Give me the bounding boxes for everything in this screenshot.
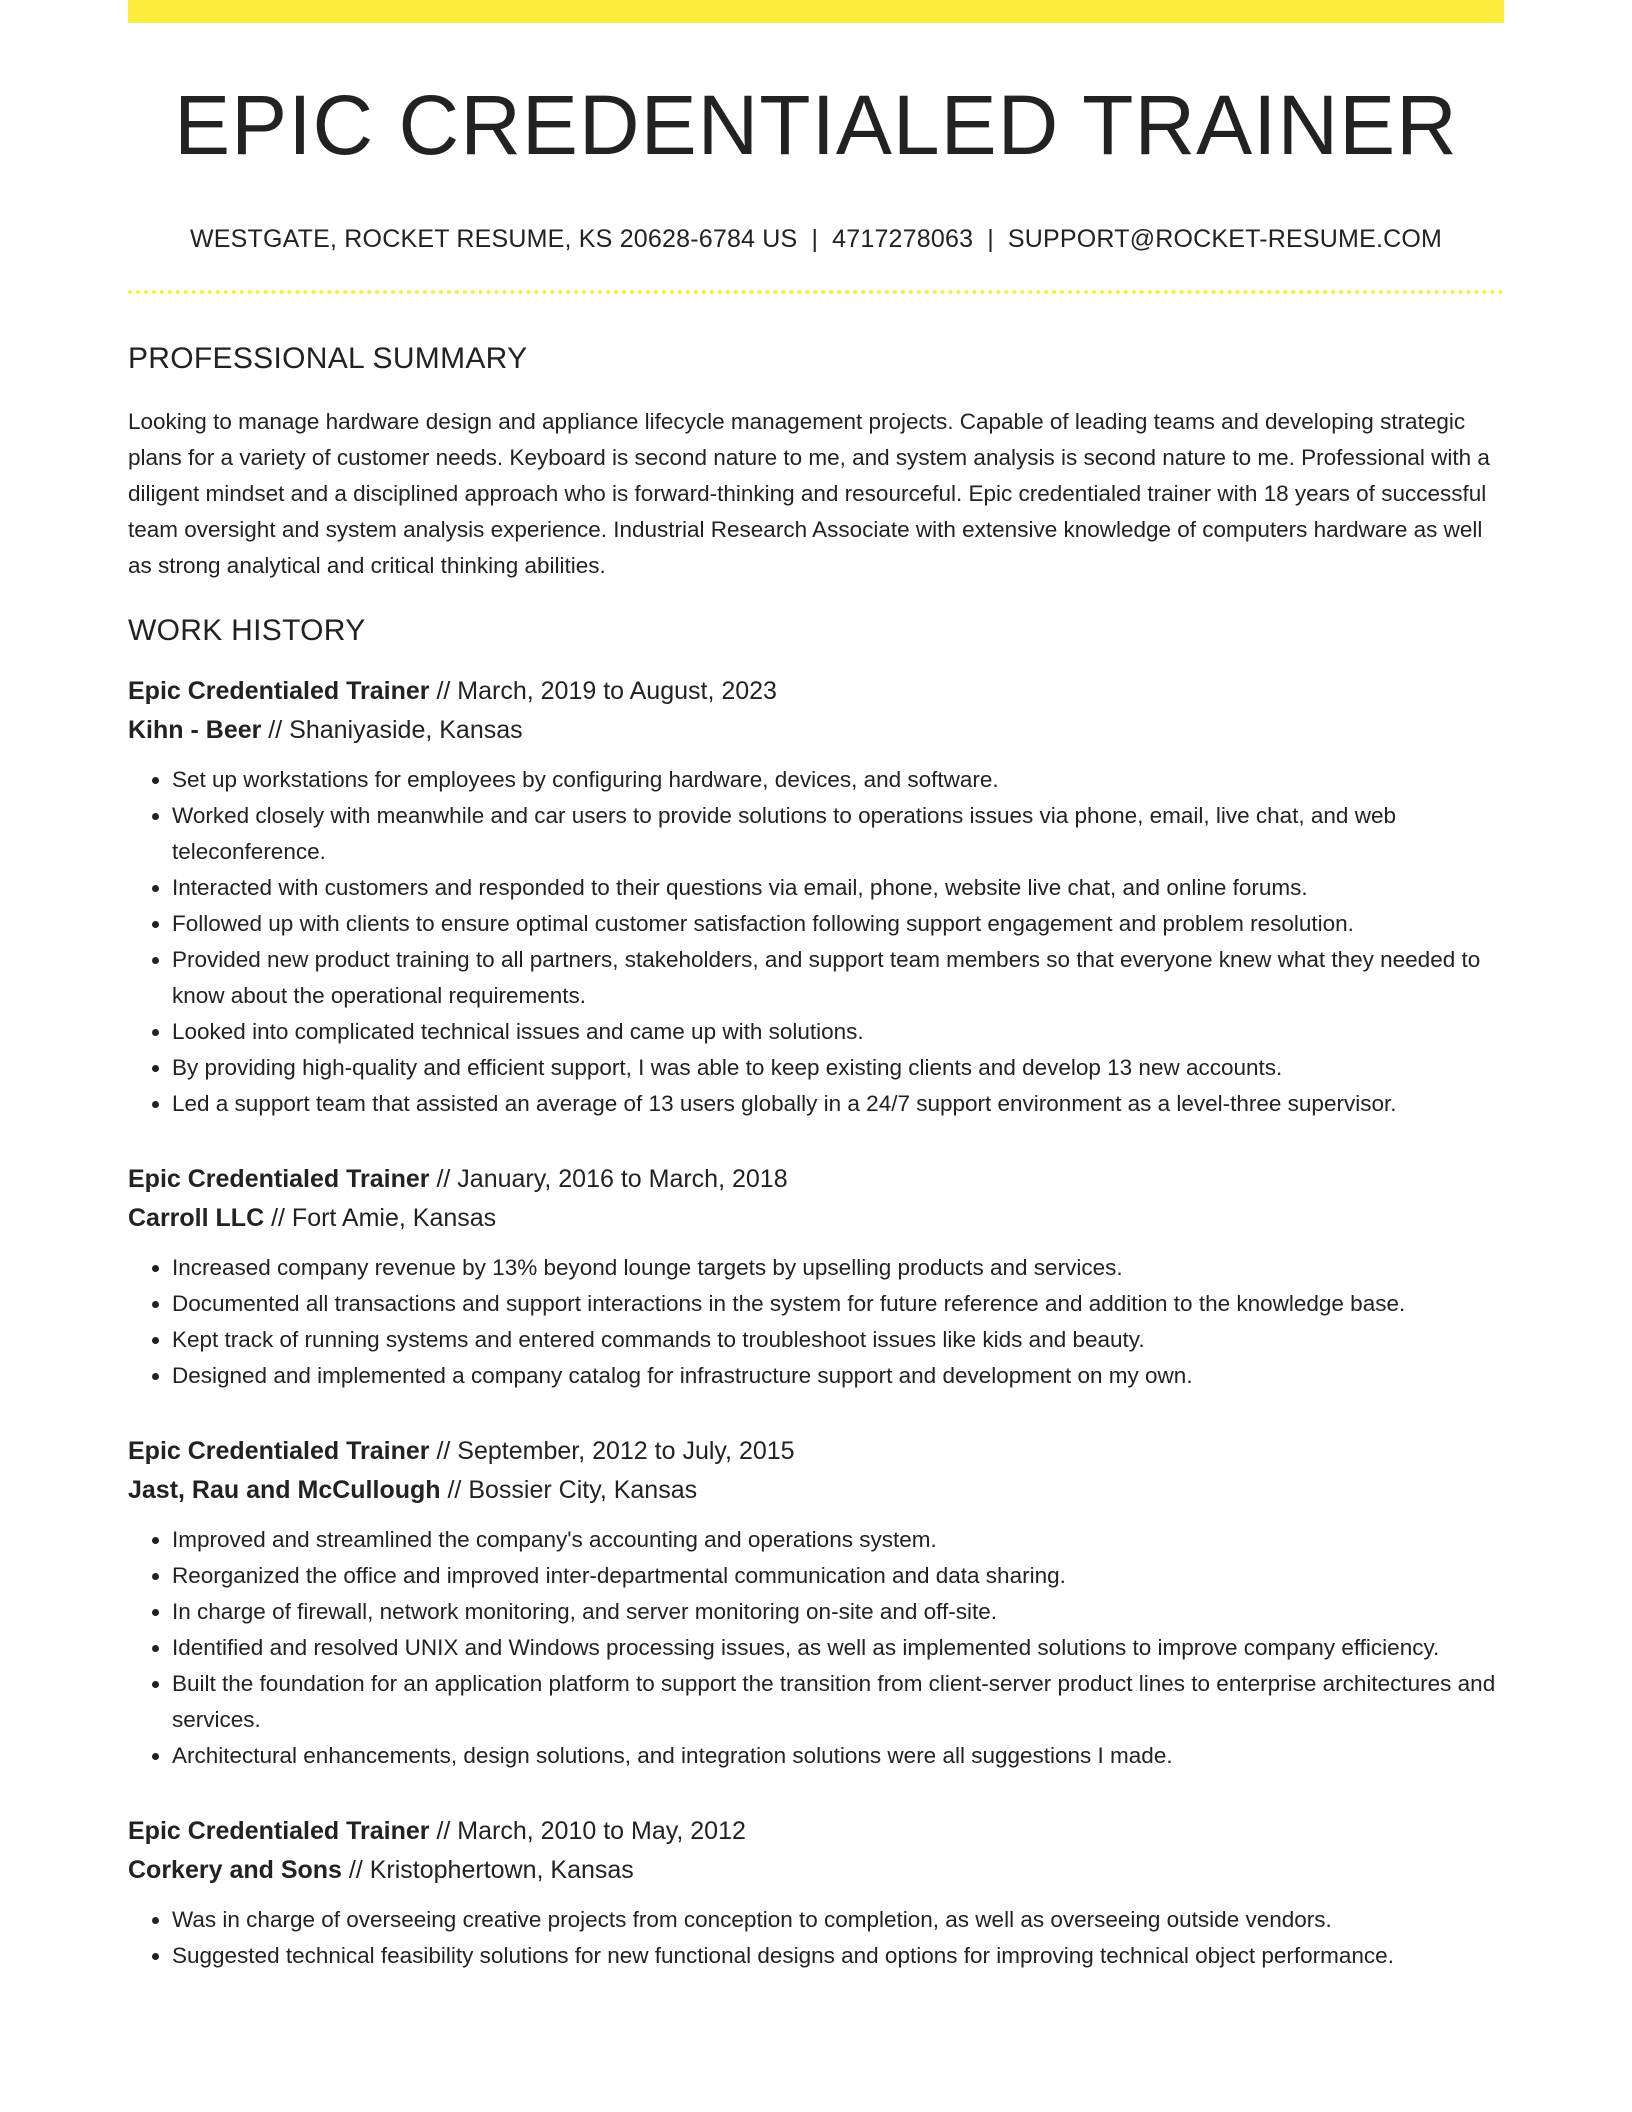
job-bullet: • Reorganized the office and improved inter-departmental communication and data sharing.	[172, 1558, 1504, 1594]
job-company: Kihn - Beer	[128, 716, 262, 744]
contact-phone: 4717278063	[832, 225, 974, 253]
summary-text: Looking to manage hardware design and appliance lifecycle management projects. Capable of leading teams and developing strategic plans for a variety of customer needs. Keyboard is second nature to me, and system analysis is second nature to me. Professional with a diligent mindset and a disciplined approach who is forward-thinking and resourceful. Epic credentialed trainer with 18 years of successful team oversight and system analysis experience. Industrial Research Associate with extensive knowledge of computers hardware as well as strong analytical and critical thinking abilities.	[128, 409, 1490, 578]
job-bullet: • Suggested technical feasibility solutions for new functional designs and options for improving technical object performance.	[172, 1938, 1504, 1974]
job-dates: September, 2012 to July, 2015	[457, 1437, 795, 1465]
job-company-line	[128, 711, 1504, 750]
job-bullet: • Was in charge of overseeing creative projects from conception to completion, as well as overseeing outside vendors.	[172, 1902, 1504, 1938]
job-dates: March, 2010 to May, 2012	[457, 1817, 746, 1845]
job-company-line	[128, 1851, 1504, 1890]
job-divider: //	[429, 1165, 458, 1193]
job-entry	[128, 1160, 1504, 1394]
contact-address: WESTGATE, ROCKET RESUME, KS 20628-6784 US	[189, 225, 798, 253]
job-bullet: • By providing high-quality and efficient support, I was able to keep existing clients and develop 13 new accounts.	[172, 1050, 1504, 1086]
job-entry	[128, 1812, 1504, 1974]
job-bullet: • Built the foundation for an application platform to support the transition from client-server product lines to enterprise architectures and services.	[172, 1666, 1504, 1738]
candidate-name: EPIC CREDENTIALED TRAINER	[174, 78, 1458, 172]
contact-separator: |	[987, 225, 994, 253]
job-divider: //	[429, 677, 458, 705]
header-divider	[128, 290, 1504, 294]
job-role: Epic Credentialed Trainer	[128, 1817, 430, 1845]
resume-page	[128, 0, 1504, 1974]
job-bullet: • Provided new product training to all partners, stakeholders, and support team members so that everyone knew what they needed to know about the operational requirements.	[172, 942, 1504, 1014]
job-bullet: • Documented all transactions and support interactions in the system for future reference and addition to the knowledge base.	[172, 1286, 1504, 1322]
job-entry	[128, 1432, 1504, 1774]
job-bullets	[128, 1250, 1504, 1394]
job-bullet: • Increased company revenue by 13% beyond lounge targets by upselling products and services.	[172, 1250, 1504, 1286]
job-role: Epic Credentialed Trainer	[128, 1437, 430, 1465]
job-company: Carroll LLC	[128, 1204, 265, 1232]
work-history-heading: WORK HISTORY	[128, 614, 366, 647]
job-company-line	[128, 1471, 1504, 1510]
job-divider: //	[440, 1476, 469, 1504]
job-title-line	[128, 672, 1504, 711]
job-location: Bossier City, Kansas	[468, 1476, 698, 1504]
job-divider: //	[264, 1204, 292, 1232]
job-bullet: • Set up workstations for employees by configuring hardware, devices, and software.	[172, 762, 1504, 798]
job-role: Epic Credentialed Trainer	[128, 1165, 430, 1193]
contact-separator: |	[811, 225, 819, 253]
job-bullet: • Looked into complicated technical issues and came up with solutions.	[172, 1014, 1504, 1050]
job-dates: January, 2016 to March, 2018	[457, 1165, 788, 1193]
job-location: Fort Amie, Kansas	[291, 1204, 497, 1232]
contact-line	[128, 225, 1504, 254]
job-title-line	[128, 1432, 1504, 1471]
summary-heading: PROFESSIONAL SUMMARY	[128, 342, 528, 375]
job-bullet: • Identified and resolved UNIX and Windows processing issues, as well as implemented solutions to improve company efficiency.	[172, 1630, 1504, 1666]
job-bullets	[128, 1522, 1504, 1774]
job-bullets	[128, 762, 1504, 1122]
job-company-line	[128, 1199, 1504, 1238]
job-entry	[128, 672, 1504, 1122]
job-bullet: • Improved and streamlined the company's accounting and operations system.	[172, 1522, 1504, 1558]
job-bullet: • Followed up with clients to ensure optimal customer satisfaction following support engagement and problem resolution.	[172, 906, 1504, 942]
job-bullet: • Interacted with customers and responded to their questions via email, phone, website live chat, and online forums.	[172, 870, 1504, 906]
job-bullet: • Worked closely with meanwhile and car users to provide solutions to operations issues via phone, email, live chat, and web teleconference.	[172, 798, 1504, 870]
job-bullet: • In charge of firewall, network monitoring, and server monitoring on-site and off-site.	[172, 1594, 1504, 1630]
job-dates: March, 2019 to August, 2023	[457, 677, 777, 705]
job-location: Shaniyaside, Kansas	[289, 716, 523, 744]
job-divider: //	[341, 1856, 370, 1884]
job-divider: //	[429, 1437, 458, 1465]
contact-email: SUPPORT@ROCKET-RESUME.COM	[1007, 225, 1443, 253]
work-history-list	[128, 672, 1504, 1974]
job-bullets	[128, 1902, 1504, 1974]
job-divider: //	[261, 716, 290, 744]
job-title-line	[128, 1160, 1504, 1199]
job-bullet: • Designed and implemented a company catalog for infrastructure support and development on my own.	[172, 1358, 1504, 1394]
job-bullet: • Architectural enhancements, design solutions, and integration solutions were all suggestions I made.	[172, 1738, 1504, 1774]
job-location: Kristophertown, Kansas	[369, 1856, 634, 1884]
job-divider: //	[429, 1817, 458, 1845]
job-bullet: • Led a support team that assisted an average of 13 users globally in a 24/7 support environment as a level-three supervisor.	[172, 1086, 1504, 1122]
job-company: Corkery and Sons	[128, 1856, 342, 1884]
job-bullet: • Kept track of running systems and entered commands to troubleshoot issues like kids and beauty.	[172, 1322, 1504, 1358]
job-title-line	[128, 1812, 1504, 1851]
job-role: Epic Credentialed Trainer	[128, 677, 430, 705]
accent-top-bar	[128, 0, 1504, 23]
job-company: Jast, Rau and McCullough	[128, 1476, 441, 1504]
